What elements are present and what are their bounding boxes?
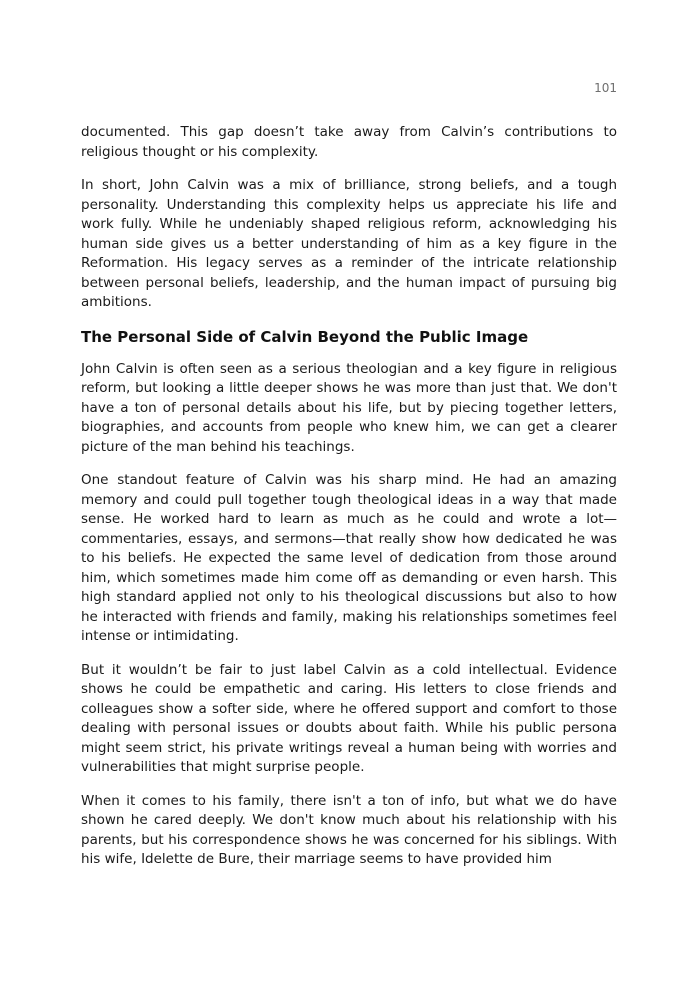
- paragraph-continuation: documented. This gap doesn’t take away from Calvin’s contributions to religious thought or his complexity.: [81, 124, 617, 160]
- paragraph-family: When it comes to his family, there isn't a ton of info, but what we do have shown he cared deeply. We don't know much about his relationship with his parents, but his correspondence shows he was concerned for his siblings. With his wife, Idelette de Bure, their marriage seems to have provided him: [81, 792, 617, 867]
- paragraph-empathy: But it wouldn’t be fair to just label Calvin as a cold intellectual. Evidence shows he could be empathetic and caring. His letters to close friends and colleagues show a softer side, where he offered support and comfort to those dealing with personal issues or doubts about faith. While his public persona might seem strict, his private writings reveal a human being with worries and vulnerabilities that might surprise people.: [81, 661, 617, 775]
- section-heading: The Personal Side of Calvin Beyond the Public Image: [81, 327, 529, 346]
- paragraph-summary: In short, John Calvin was a mix of brilliance, strong beliefs, and a tough personality. Understanding this complexity helps us appreciate his life and work fully. While he undeniably shaped religious reform, acknowledging his human side gives us a better understanding of him as a key figure in the Reformation. His legacy serves as a reminder of the intricate relationship between personal beliefs, leadership, and the human impact of pursuing big ambitions.: [81, 177, 617, 310]
- paragraph-sharp-mind: One standout feature of Calvin was his sharp mind. He had an amazing memory and could pull together tough theological ideas in a way that made sense. He worked hard to learn as much as he could and wrote a lot—commentaries, essays, and sermons—that really show how dedicated he was to his beliefs. He expected the same level of dedication from those around him, which sometimes made him come off as demanding or even harsh. This high standard applied not only to his theological discussions but also to how he interacted with friends and family, making his relationships sometimes feel intense or intimidating.: [81, 472, 617, 644]
- page-content: [81, 123, 617, 884]
- paragraph-overview: John Calvin is often seen as a serious theologian and a key figure in religious reform, but looking a little deeper shows he was more than just that. We don't have a ton of personal details about his life, but by piecing together letters, biographies, and accounts from people who knew him, we can get a clearer picture of the man behind his teachings.: [81, 360, 617, 455]
- page-number: 101: [594, 81, 617, 95]
